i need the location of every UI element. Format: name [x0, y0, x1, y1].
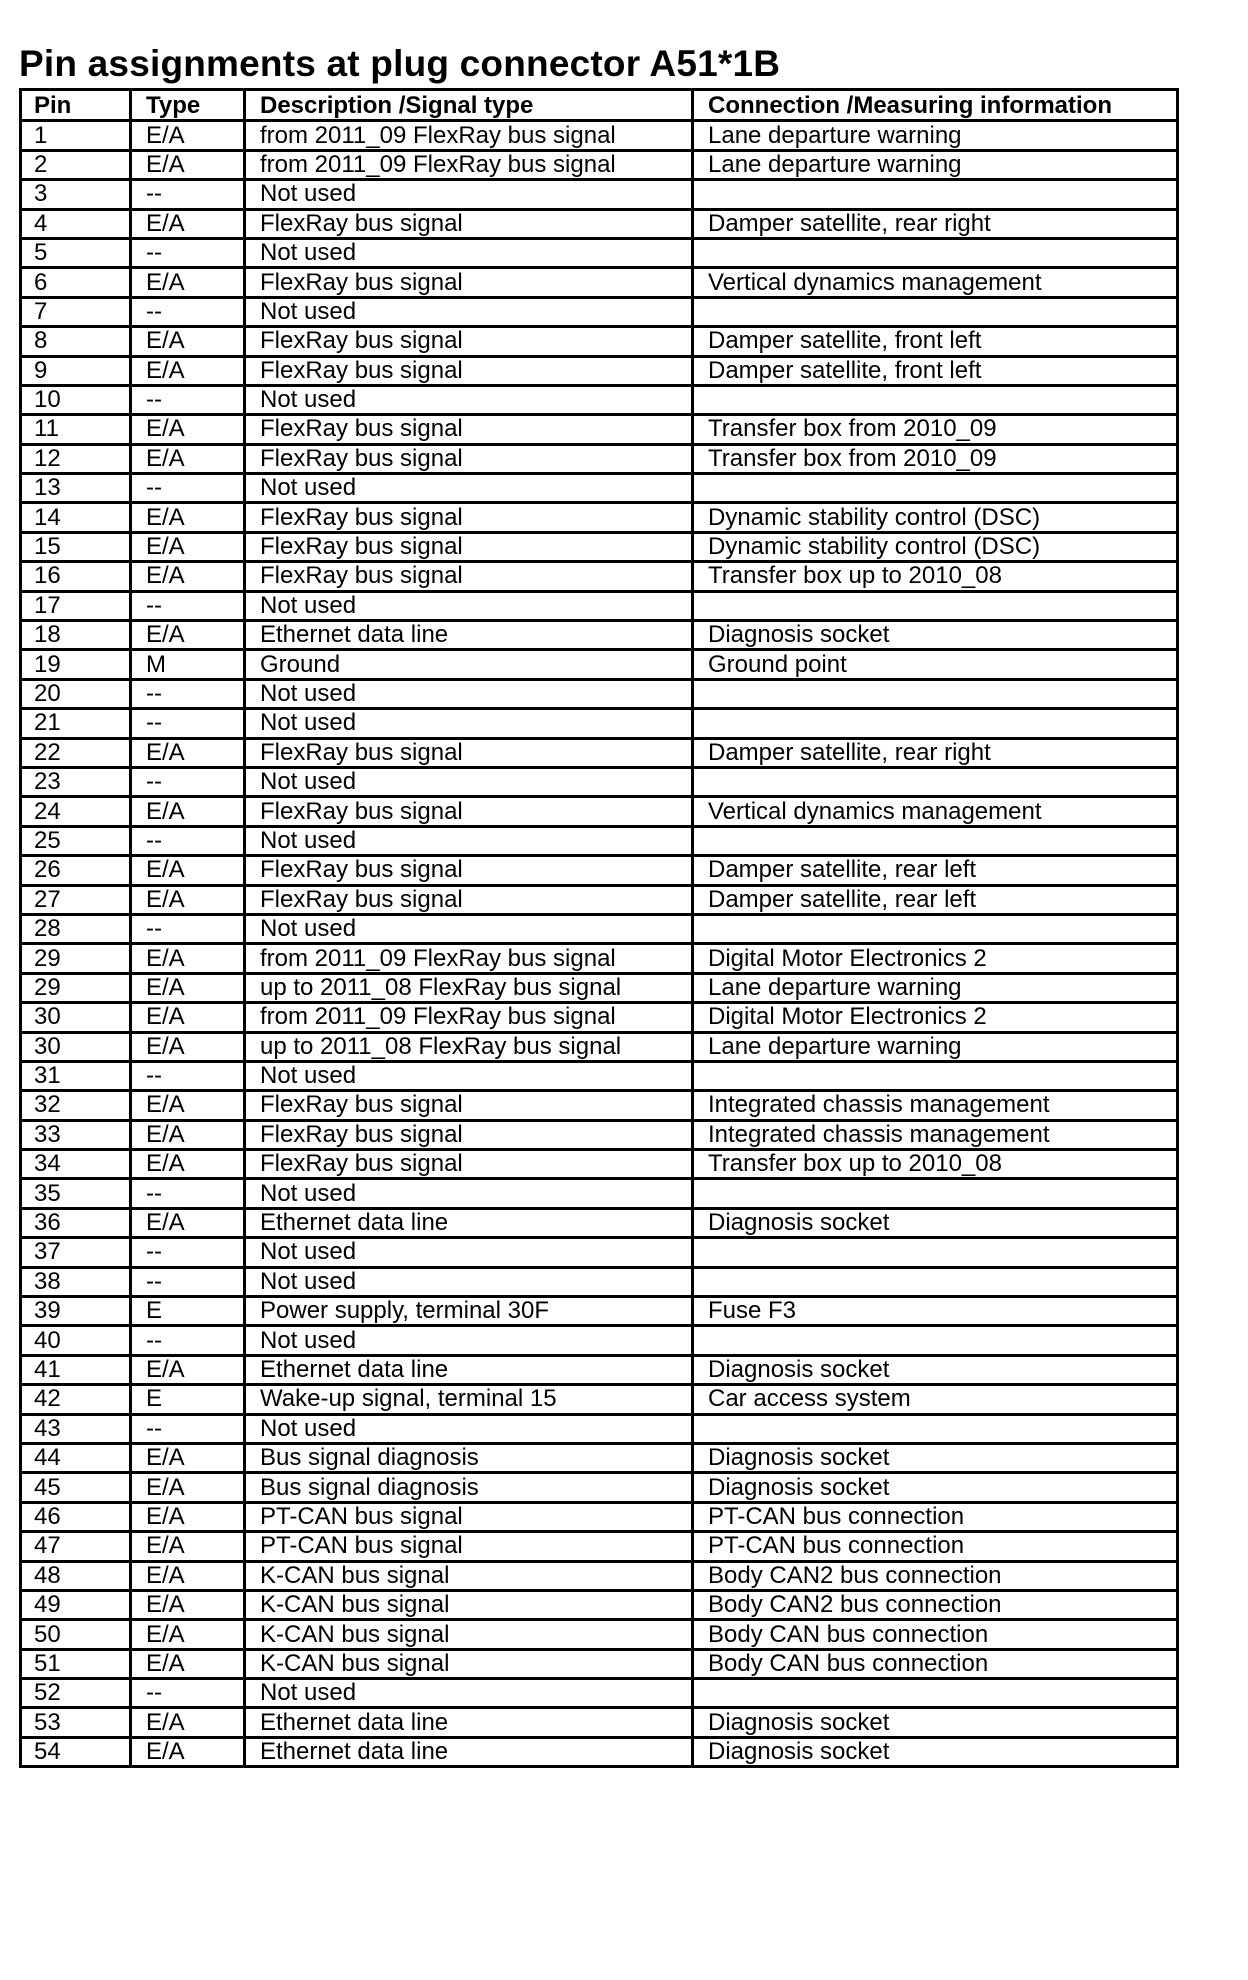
cell-description: FlexRay bus signal: [245, 562, 693, 591]
cell-type: --: [131, 238, 245, 267]
cell-connection: PT-CAN bus connection: [693, 1532, 1178, 1561]
cell-pin: 36: [21, 1208, 131, 1237]
cell-pin: 33: [21, 1120, 131, 1149]
cell-description: Ethernet data line: [245, 621, 693, 650]
cell-type: E/A: [131, 503, 245, 532]
cell-connection: [693, 826, 1178, 855]
table-row: [21, 1737, 1178, 1766]
cell-description: K-CAN bus signal: [245, 1649, 693, 1678]
header-description: Description /Signal type: [245, 90, 693, 121]
table-header: [21, 90, 1178, 121]
cell-pin: 12: [21, 444, 131, 473]
table-row: [21, 1385, 1178, 1414]
cell-connection: Transfer box from 2010_09: [693, 415, 1178, 444]
cell-type: E/A: [131, 1003, 245, 1032]
cell-description: FlexRay bus signal: [245, 885, 693, 914]
cell-type: E/A: [131, 1120, 245, 1149]
cell-pin: 23: [21, 767, 131, 796]
cell-connection: [693, 1238, 1178, 1267]
cell-connection: Damper satellite, front left: [693, 327, 1178, 356]
header-type: Type: [131, 90, 245, 121]
cell-connection: Transfer box up to 2010_08: [693, 1150, 1178, 1179]
table-row: [21, 797, 1178, 826]
table-row: [21, 1091, 1178, 1120]
table-row: [21, 621, 1178, 650]
cell-type: --: [131, 1679, 245, 1708]
cell-type: --: [131, 1326, 245, 1355]
cell-description: up to 2011_08 FlexRay bus signal: [245, 973, 693, 1002]
cell-connection: Diagnosis socket: [693, 1708, 1178, 1737]
cell-type: E/A: [131, 1649, 245, 1678]
cell-description: FlexRay bus signal: [245, 503, 693, 532]
cell-connection: Damper satellite, rear right: [693, 209, 1178, 238]
cell-description: K-CAN bus signal: [245, 1561, 693, 1590]
header-connection: Connection /Measuring information: [693, 90, 1178, 121]
cell-connection: [693, 474, 1178, 503]
cell-connection: Transfer box up to 2010_08: [693, 562, 1178, 591]
cell-connection: Lane departure warning: [693, 121, 1178, 150]
cell-pin: 30: [21, 1032, 131, 1061]
cell-connection: Digital Motor Electronics 2: [693, 944, 1178, 973]
cell-description: Not used: [245, 180, 693, 209]
cell-pin: 31: [21, 1061, 131, 1090]
cell-description: FlexRay bus signal: [245, 856, 693, 885]
cell-description: Not used: [245, 1267, 693, 1296]
cell-description: Not used: [245, 474, 693, 503]
cell-description: Ethernet data line: [245, 1708, 693, 1737]
cell-description: Wake-up signal, terminal 15: [245, 1385, 693, 1414]
cell-description: Not used: [245, 1679, 693, 1708]
cell-pin: 18: [21, 621, 131, 650]
cell-pin: 22: [21, 738, 131, 767]
cell-type: --: [131, 474, 245, 503]
table-row: [21, 591, 1178, 620]
cell-connection: Damper satellite, rear left: [693, 856, 1178, 885]
cell-pin: 1: [21, 121, 131, 150]
cell-type: --: [131, 180, 245, 209]
cell-pin: 25: [21, 826, 131, 855]
cell-type: --: [131, 1414, 245, 1443]
table-row: [21, 297, 1178, 326]
cell-connection: Dynamic stability control (DSC): [693, 503, 1178, 532]
table-row: [21, 327, 1178, 356]
cell-type: --: [131, 709, 245, 738]
table-row: [21, 856, 1178, 885]
cell-pin: 47: [21, 1532, 131, 1561]
cell-connection: [693, 1414, 1178, 1443]
table-body: [21, 121, 1178, 1767]
table-row: [21, 1267, 1178, 1296]
table-row: [21, 1003, 1178, 1032]
cell-connection: [693, 709, 1178, 738]
table-row: [21, 562, 1178, 591]
cell-description: FlexRay bus signal: [245, 738, 693, 767]
cell-pin: 40: [21, 1326, 131, 1355]
cell-connection: Body CAN2 bus connection: [693, 1590, 1178, 1619]
table-row: [21, 1032, 1178, 1061]
cell-type: M: [131, 650, 245, 679]
cell-description: Bus signal diagnosis: [245, 1473, 693, 1502]
cell-pin: 51: [21, 1649, 131, 1678]
table-row: [21, 444, 1178, 473]
table-row: [21, 1120, 1178, 1149]
cell-type: E: [131, 1297, 245, 1326]
cell-connection: Body CAN bus connection: [693, 1620, 1178, 1649]
cell-type: E/A: [131, 415, 245, 444]
cell-connection: [693, 297, 1178, 326]
cell-pin: 46: [21, 1502, 131, 1531]
cell-pin: 20: [21, 679, 131, 708]
cell-description: Not used: [245, 297, 693, 326]
cell-description: up to 2011_08 FlexRay bus signal: [245, 1032, 693, 1061]
cell-pin: 19: [21, 650, 131, 679]
table-row: [21, 356, 1178, 385]
pin-assignment-table: [19, 88, 1179, 1768]
table-row: [21, 1238, 1178, 1267]
cell-type: E/A: [131, 1561, 245, 1590]
cell-connection: Diagnosis socket: [693, 1208, 1178, 1237]
cell-description: FlexRay bus signal: [245, 1091, 693, 1120]
cell-pin: 35: [21, 1179, 131, 1208]
cell-connection: Lane departure warning: [693, 973, 1178, 1002]
cell-description: FlexRay bus signal: [245, 327, 693, 356]
cell-pin: 16: [21, 562, 131, 591]
cell-pin: 39: [21, 1297, 131, 1326]
table-row: [21, 1179, 1178, 1208]
cell-description: Not used: [245, 1061, 693, 1090]
cell-pin: 8: [21, 327, 131, 356]
cell-description: FlexRay bus signal: [245, 1150, 693, 1179]
cell-connection: Damper satellite, rear right: [693, 738, 1178, 767]
cell-connection: [693, 1679, 1178, 1708]
cell-connection: [693, 238, 1178, 267]
cell-pin: 14: [21, 503, 131, 532]
cell-type: E/A: [131, 532, 245, 561]
cell-type: --: [131, 1179, 245, 1208]
table-row: [21, 1532, 1178, 1561]
cell-pin: 15: [21, 532, 131, 561]
table-row: [21, 268, 1178, 297]
cell-type: E/A: [131, 885, 245, 914]
header-pin: Pin: [21, 90, 131, 121]
cell-description: from 2011_09 FlexRay bus signal: [245, 150, 693, 179]
table-row: [21, 650, 1178, 679]
cell-type: --: [131, 1061, 245, 1090]
table-row: [21, 1649, 1178, 1678]
table-row: [21, 532, 1178, 561]
cell-connection: Diagnosis socket: [693, 621, 1178, 650]
cell-connection: Vertical dynamics management: [693, 268, 1178, 297]
cell-description: FlexRay bus signal: [245, 356, 693, 385]
cell-connection: Integrated chassis management: [693, 1091, 1178, 1120]
cell-type: E/A: [131, 1737, 245, 1766]
cell-connection: Damper satellite, front left: [693, 356, 1178, 385]
cell-pin: 49: [21, 1590, 131, 1619]
cell-type: E/A: [131, 1355, 245, 1384]
cell-description: Not used: [245, 385, 693, 414]
cell-type: E/A: [131, 1443, 245, 1472]
cell-description: Not used: [245, 1238, 693, 1267]
cell-pin: 34: [21, 1150, 131, 1179]
cell-type: E/A: [131, 1532, 245, 1561]
cell-description: PT-CAN bus signal: [245, 1532, 693, 1561]
cell-connection: PT-CAN bus connection: [693, 1502, 1178, 1531]
cell-pin: 7: [21, 297, 131, 326]
cell-description: Bus signal diagnosis: [245, 1443, 693, 1472]
cell-connection: [693, 1179, 1178, 1208]
cell-pin: 48: [21, 1561, 131, 1590]
cell-pin: 53: [21, 1708, 131, 1737]
cell-description: Ethernet data line: [245, 1355, 693, 1384]
cell-description: Not used: [245, 914, 693, 943]
cell-description: FlexRay bus signal: [245, 415, 693, 444]
cell-connection: Diagnosis socket: [693, 1473, 1178, 1502]
cell-description: PT-CAN bus signal: [245, 1502, 693, 1531]
table-row: [21, 474, 1178, 503]
table-row: [21, 1561, 1178, 1590]
cell-description: Not used: [245, 826, 693, 855]
cell-type: --: [131, 385, 245, 414]
cell-connection: [693, 767, 1178, 796]
cell-description: Not used: [245, 1414, 693, 1443]
cell-pin: 41: [21, 1355, 131, 1384]
cell-pin: 6: [21, 268, 131, 297]
cell-type: E/A: [131, 944, 245, 973]
cell-type: E/A: [131, 356, 245, 385]
table-row: [21, 738, 1178, 767]
cell-type: --: [131, 767, 245, 796]
cell-pin: 45: [21, 1473, 131, 1502]
cell-type: E/A: [131, 1502, 245, 1531]
cell-pin: 38: [21, 1267, 131, 1296]
cell-pin: 13: [21, 474, 131, 503]
cell-description: Not used: [245, 767, 693, 796]
cell-description: Not used: [245, 1326, 693, 1355]
table-row: [21, 1590, 1178, 1619]
cell-description: Not used: [245, 679, 693, 708]
cell-pin: 11: [21, 415, 131, 444]
cell-type: E/A: [131, 1032, 245, 1061]
table-row: [21, 1355, 1178, 1384]
cell-connection: [693, 1061, 1178, 1090]
table-row: [21, 415, 1178, 444]
table-row: [21, 1414, 1178, 1443]
cell-connection: Vertical dynamics management: [693, 797, 1178, 826]
cell-description: FlexRay bus signal: [245, 268, 693, 297]
cell-description: Not used: [245, 709, 693, 738]
table-row: [21, 150, 1178, 179]
table-row: [21, 180, 1178, 209]
cell-pin: 32: [21, 1091, 131, 1120]
cell-type: E/A: [131, 150, 245, 179]
cell-connection: Diagnosis socket: [693, 1443, 1178, 1472]
cell-connection: Ground point: [693, 650, 1178, 679]
cell-description: Power supply, terminal 30F: [245, 1297, 693, 1326]
table-row: [21, 973, 1178, 1002]
cell-connection: Lane departure warning: [693, 150, 1178, 179]
cell-pin: 37: [21, 1238, 131, 1267]
cell-type: E/A: [131, 797, 245, 826]
cell-pin: 29: [21, 973, 131, 1002]
cell-type: E/A: [131, 209, 245, 238]
cell-type: --: [131, 914, 245, 943]
cell-pin: 3: [21, 180, 131, 209]
cell-description: Not used: [245, 1179, 693, 1208]
cell-pin: 54: [21, 1737, 131, 1766]
table-row: [21, 944, 1178, 973]
cell-type: E/A: [131, 1590, 245, 1619]
cell-type: E/A: [131, 621, 245, 650]
table-row: [21, 1679, 1178, 1708]
cell-description: FlexRay bus signal: [245, 444, 693, 473]
table-row: [21, 209, 1178, 238]
cell-connection: Fuse F3: [693, 1297, 1178, 1326]
cell-type: E/A: [131, 327, 245, 356]
cell-connection: Integrated chassis management: [693, 1120, 1178, 1149]
cell-connection: [693, 679, 1178, 708]
table-row: [21, 1208, 1178, 1237]
cell-pin: 24: [21, 797, 131, 826]
cell-connection: [693, 591, 1178, 620]
cell-connection: Car access system: [693, 1385, 1178, 1414]
cell-type: E/A: [131, 856, 245, 885]
cell-connection: Diagnosis socket: [693, 1355, 1178, 1384]
table-row: [21, 826, 1178, 855]
cell-description: from 2011_09 FlexRay bus signal: [245, 121, 693, 150]
table-row: [21, 385, 1178, 414]
cell-connection: [693, 180, 1178, 209]
cell-type: E/A: [131, 1708, 245, 1737]
cell-description: from 2011_09 FlexRay bus signal: [245, 944, 693, 973]
cell-description: K-CAN bus signal: [245, 1620, 693, 1649]
header-row: [21, 90, 1178, 121]
cell-connection: Body CAN bus connection: [693, 1649, 1178, 1678]
cell-pin: 21: [21, 709, 131, 738]
table-row: [21, 1326, 1178, 1355]
cell-description: FlexRay bus signal: [245, 1120, 693, 1149]
cell-pin: 29: [21, 944, 131, 973]
cell-pin: 17: [21, 591, 131, 620]
cell-description: Not used: [245, 591, 693, 620]
cell-pin: 42: [21, 1385, 131, 1414]
cell-type: --: [131, 826, 245, 855]
cell-connection: [693, 1267, 1178, 1296]
cell-type: E/A: [131, 121, 245, 150]
cell-connection: Damper satellite, rear left: [693, 885, 1178, 914]
cell-type: E/A: [131, 1150, 245, 1179]
cell-pin: 52: [21, 1679, 131, 1708]
table-row: [21, 121, 1178, 150]
cell-type: E/A: [131, 1620, 245, 1649]
cell-description: Not used: [245, 238, 693, 267]
cell-description: FlexRay bus signal: [245, 797, 693, 826]
cell-type: E/A: [131, 1091, 245, 1120]
table-row: [21, 1443, 1178, 1472]
table-row: [21, 1620, 1178, 1649]
cell-description: FlexRay bus signal: [245, 209, 693, 238]
cell-connection: [693, 385, 1178, 414]
cell-type: E: [131, 1385, 245, 1414]
cell-pin: 2: [21, 150, 131, 179]
cell-pin: 43: [21, 1414, 131, 1443]
cell-type: E/A: [131, 1208, 245, 1237]
cell-pin: 30: [21, 1003, 131, 1032]
cell-type: --: [131, 1238, 245, 1267]
cell-connection: [693, 914, 1178, 943]
cell-type: --: [131, 297, 245, 326]
cell-connection: Lane departure warning: [693, 1032, 1178, 1061]
table-row: [21, 1297, 1178, 1326]
table-row: [21, 1473, 1178, 1502]
cell-type: E/A: [131, 1473, 245, 1502]
cell-description: Ethernet data line: [245, 1737, 693, 1766]
cell-pin: 10: [21, 385, 131, 414]
cell-connection: Diagnosis socket: [693, 1737, 1178, 1766]
cell-type: --: [131, 1267, 245, 1296]
cell-description: Ethernet data line: [245, 1208, 693, 1237]
table-row: [21, 238, 1178, 267]
cell-description: Ground: [245, 650, 693, 679]
table-row: [21, 503, 1178, 532]
table-row: [21, 885, 1178, 914]
cell-pin: 5: [21, 238, 131, 267]
cell-connection: [693, 1326, 1178, 1355]
cell-pin: 44: [21, 1443, 131, 1472]
cell-description: K-CAN bus signal: [245, 1590, 693, 1619]
cell-description: FlexRay bus signal: [245, 532, 693, 561]
cell-type: E/A: [131, 444, 245, 473]
cell-type: --: [131, 591, 245, 620]
table-row: [21, 1150, 1178, 1179]
cell-pin: 28: [21, 914, 131, 943]
cell-connection: Transfer box from 2010_09: [693, 444, 1178, 473]
page-title: Pin assignments at plug connector A51*1B: [19, 42, 781, 84]
cell-pin: 4: [21, 209, 131, 238]
table-row: [21, 1708, 1178, 1737]
cell-type: E/A: [131, 738, 245, 767]
cell-pin: 9: [21, 356, 131, 385]
cell-connection: Digital Motor Electronics 2: [693, 1003, 1178, 1032]
cell-connection: Body CAN2 bus connection: [693, 1561, 1178, 1590]
table-row: [21, 679, 1178, 708]
table-row: [21, 914, 1178, 943]
table-row: [21, 709, 1178, 738]
cell-pin: 27: [21, 885, 131, 914]
cell-pin: 50: [21, 1620, 131, 1649]
table-row: [21, 1502, 1178, 1531]
cell-type: E/A: [131, 562, 245, 591]
cell-description: from 2011_09 FlexRay bus signal: [245, 1003, 693, 1032]
cell-pin: 26: [21, 856, 131, 885]
cell-type: E/A: [131, 268, 245, 297]
cell-type: --: [131, 679, 245, 708]
table-row: [21, 767, 1178, 796]
table-row: [21, 1061, 1178, 1090]
cell-connection: Dynamic stability control (DSC): [693, 532, 1178, 561]
cell-type: E/A: [131, 973, 245, 1002]
